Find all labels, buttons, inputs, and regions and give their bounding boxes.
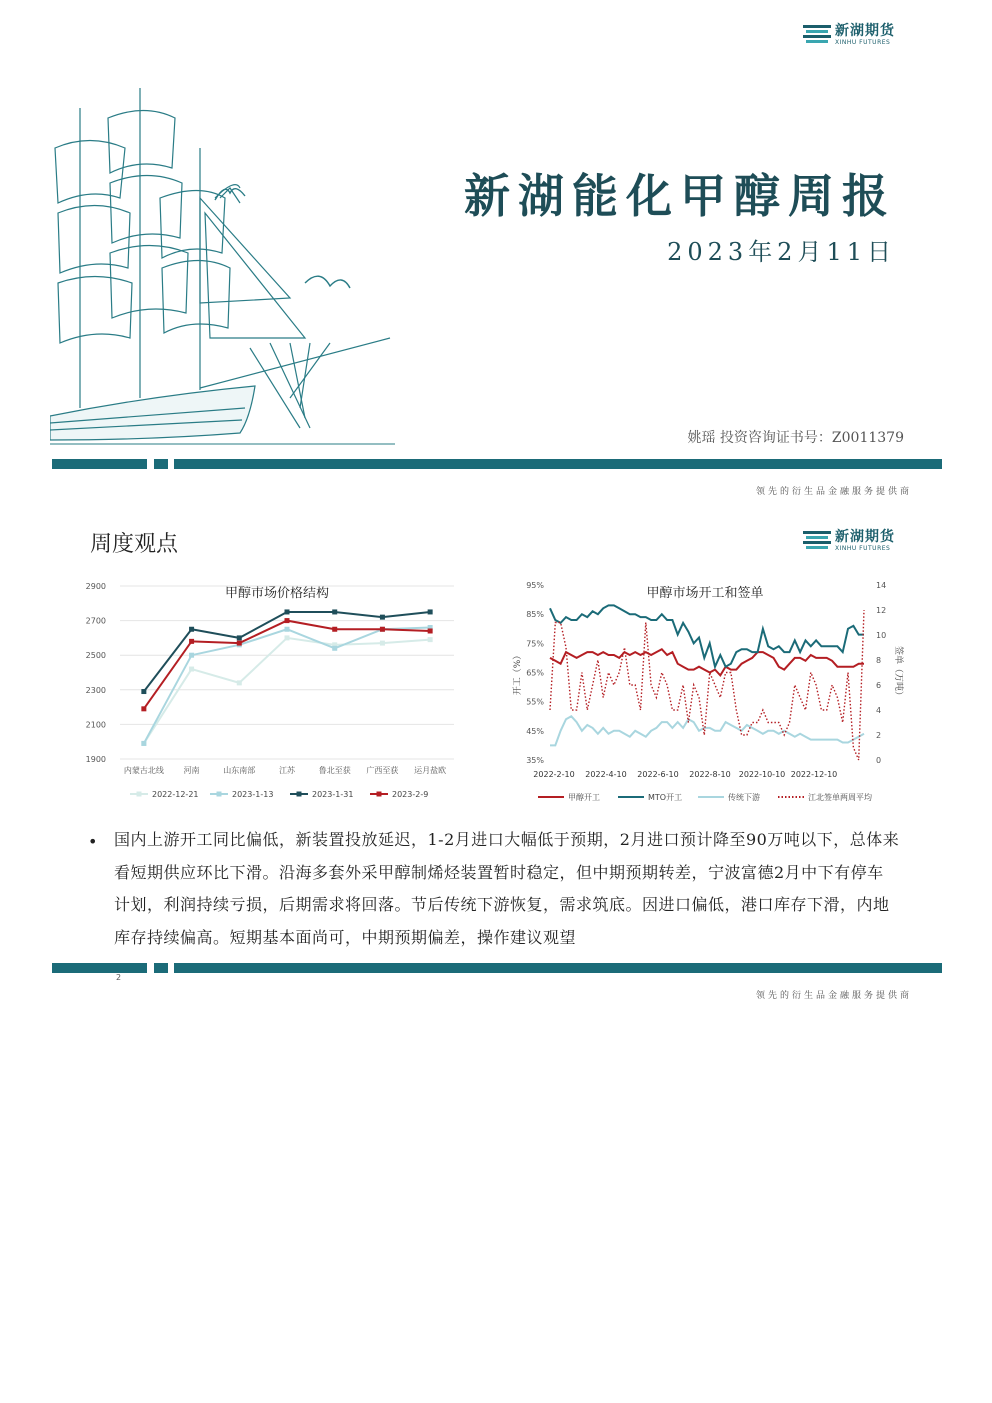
chart-title: 甲醇市场开工和签单 <box>646 586 764 601</box>
y-axis-ticks <box>86 582 106 764</box>
y-left-tick-label: 45% <box>526 726 544 736</box>
y-right-tick-label: 2 <box>876 731 882 740</box>
x-tick-label: 2022-10-10 <box>738 770 786 779</box>
y-axis-right-ticks <box>876 581 886 765</box>
y-tick-label: 2500 <box>85 651 106 661</box>
report-title: 新湖能化甲醇周报 <box>464 169 896 223</box>
y-left-tick-label: 55% <box>526 697 544 707</box>
series-line <box>550 610 864 760</box>
y-right-tick-label: 14 <box>876 581 887 590</box>
y-right-tick-label: 12 <box>876 606 887 615</box>
logo-en-text: XINHU FUTURES <box>835 39 891 46</box>
series-lines <box>550 605 864 760</box>
data-point <box>428 637 433 642</box>
x-tick-label: 山东南部 <box>223 766 256 775</box>
data-point <box>285 609 290 614</box>
series-line <box>550 716 864 745</box>
chart-title: 甲醇市场价格结构 <box>224 586 330 601</box>
section-title: 周度观点 <box>90 532 179 557</box>
series-line <box>144 628 430 744</box>
x-tick-label: 2022-4-10 <box>585 770 627 779</box>
data-point <box>332 646 337 651</box>
logo-cn-text: 新湖期货 <box>835 23 895 39</box>
logo-cn-text: 新湖期货 <box>835 529 895 545</box>
x-tick-label: 鲁北至获 <box>318 766 351 775</box>
x-tick-label: 2022-2-10 <box>533 770 575 779</box>
slogan-top: 领先的衍生品金融服务提供商 <box>755 487 912 497</box>
y-axis-left-ticks <box>526 581 544 765</box>
data-point <box>428 628 433 633</box>
y-left-tick-label: 95% <box>526 581 544 590</box>
data-point <box>332 627 337 632</box>
data-point <box>380 641 385 646</box>
legend-label: 2023-1-13 <box>232 790 274 799</box>
x-tick-label: 广西至获 <box>366 766 399 775</box>
y-tick-label: 2300 <box>85 685 106 695</box>
x-tick-label: 内蒙古北线 <box>123 766 164 775</box>
company-logo-icon <box>803 24 831 46</box>
legend-marker <box>217 792 222 797</box>
y-left-tick-label: 35% <box>526 756 544 765</box>
x-tick-label: 江苏 <box>279 766 295 775</box>
data-point <box>189 667 194 672</box>
section-logo <box>803 530 895 552</box>
y-tick-label: 2100 <box>85 720 106 730</box>
top-logo <box>803 24 895 46</box>
series-line <box>144 612 430 692</box>
y-left-tick-label: 75% <box>526 639 544 649</box>
y-right-tick-label: 8 <box>876 656 882 665</box>
chart-legend <box>130 790 428 799</box>
bullet-dot: • <box>88 832 98 851</box>
legend-marker <box>377 792 382 797</box>
data-point <box>285 618 290 623</box>
report-date: 2023年2月11日 <box>667 238 896 266</box>
y-axis-left-label: 开工（%） <box>513 650 523 696</box>
y-right-tick-label: 4 <box>876 706 882 715</box>
y-right-tick-label: 6 <box>876 681 882 690</box>
y-tick-label: 2900 <box>85 582 106 591</box>
legend-marker <box>297 792 302 797</box>
data-point <box>141 741 146 746</box>
price-structure-chart <box>82 578 472 810</box>
legend-label: 2022-12-21 <box>152 790 199 799</box>
series-lines <box>141 609 432 745</box>
y-tick-label: 1900 <box>85 755 106 764</box>
legend-label: 江北签单两周平均 <box>808 793 872 802</box>
data-point <box>380 615 385 620</box>
series-line <box>144 638 430 744</box>
y-tick-label: 2700 <box>85 616 106 626</box>
data-point <box>141 706 146 711</box>
x-tick-label: 运月盐欧 <box>414 766 447 775</box>
bullet-paragraph: 国内上游开工同比偏低，新装置投放延迟，1-2月进口大幅低于预期，2月进口预计降至90万吨以下，总体来看短期供应环比下滑。沿海多套外采甲醇制烯烃装置暂时稳定，但中期预期转差，宁波富德2月中下有停车计划，利润持续亏损，后期需求将回落。节后传统下游恢复，需求筑底。因进口偏低，港口库存下滑，内地库存持续偏高。短期基本面尚可，中期预期偏差，操作建议观望 <box>114 830 900 947</box>
data-point <box>285 635 290 640</box>
x-tick-label: 2022-6-10 <box>637 770 679 779</box>
page-number: 2 <box>116 973 122 982</box>
x-tick-label: 2022-8-10 <box>689 770 731 779</box>
data-point <box>189 639 194 644</box>
legend-label: MTO开工 <box>648 793 683 802</box>
y-right-tick-label: 10 <box>876 631 887 640</box>
data-point <box>189 627 194 632</box>
operation-signorder-chart <box>510 578 905 810</box>
company-logo-icon <box>803 530 831 552</box>
legend-label: 甲醇开工 <box>568 793 600 802</box>
logo-en-text: XINHU FUTURES <box>835 545 891 552</box>
divider-bar-bottom <box>52 963 942 973</box>
data-point <box>428 609 433 614</box>
data-point <box>237 635 242 640</box>
sailing-ship-illustration <box>50 88 395 458</box>
x-axis-ticks <box>124 765 446 775</box>
data-point <box>189 653 194 658</box>
legend-marker <box>137 792 142 797</box>
data-point <box>237 680 242 685</box>
divider-bar-top <box>52 459 942 469</box>
y-axis-right-label: 签单（万吨） <box>893 645 903 701</box>
legend-label: 传统下游 <box>728 793 760 802</box>
bullet-list <box>88 824 900 955</box>
data-point <box>285 627 290 632</box>
legend-label: 2023-1-31 <box>312 790 354 799</box>
author-line: 姚瑶 投资咨询证书号：Z0011379 <box>687 430 904 446</box>
data-point <box>380 627 385 632</box>
x-tick-label: 河南 <box>183 766 200 775</box>
data-point <box>237 641 242 646</box>
y-left-tick-label: 65% <box>526 668 544 678</box>
y-left-tick-label: 85% <box>526 610 544 620</box>
y-right-tick-label: 0 <box>876 756 882 765</box>
legend-label: 2023-2-9 <box>392 790 429 799</box>
slogan-bottom: 领先的衍生品金融服务提供商 <box>755 991 912 1001</box>
data-point <box>141 689 146 694</box>
data-point <box>332 609 337 614</box>
chart-legend <box>538 792 872 802</box>
x-tick-label: 2022-12-10 <box>790 770 838 779</box>
x-axis-ticks <box>533 770 837 779</box>
